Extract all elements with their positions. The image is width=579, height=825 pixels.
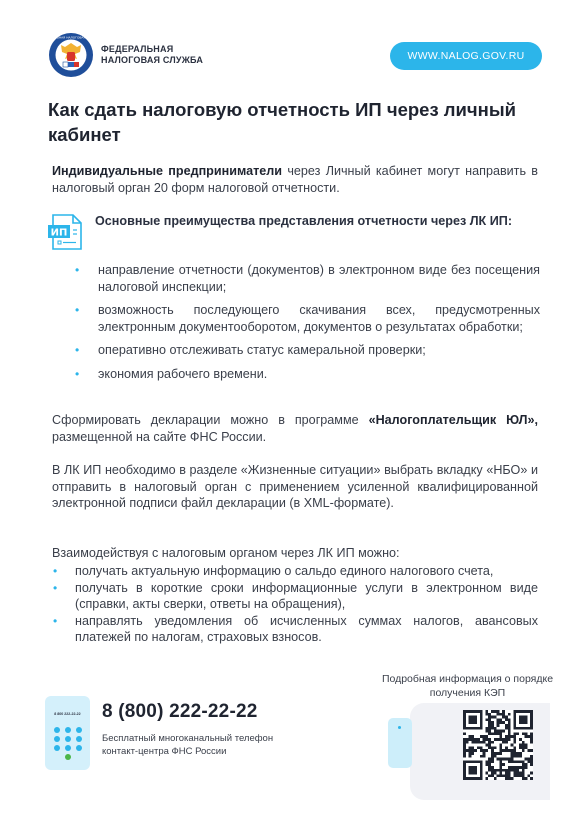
page-title: Как сдать налоговую отчетность ИП через личный кабинет <box>48 99 517 145</box>
intro-bold: Индивидуальные предприниматели <box>52 164 283 178</box>
fns-emblem-logo <box>41 32 101 78</box>
site-link-button[interactable]: WWW.NALOG.GOV.RU <box>390 42 542 70</box>
list-item: • получать актуальную информацию о сальдо единого налогового счета, <box>52 563 538 580</box>
qr-code[interactable] <box>463 710 533 780</box>
program-text-before: Сформировать декларации можно в программе <box>52 413 369 427</box>
hotline-description: Бесплатный многоканальный телефон контакт-центра ФНС России <box>102 733 274 757</box>
list-item: • направлять уведомления об исчисленных суммах налогов, авансовых платежей по налогам, страховых взносов. <box>52 613 538 646</box>
intro-rest: через Личный кабинет могут направить в налоговый орган 20 форм налоговой отчетности. <box>52 164 538 195</box>
hotline-number[interactable]: 8 (800) 222-22-22 <box>102 701 258 722</box>
list-item: • оперативно отслеживать статус камеральной проверки; <box>72 342 540 359</box>
advantages-title: Основные преимущества представления отчетности через ЛК ИП: <box>95 214 513 228</box>
instructions-paragraph: В ЛК ИП необходимо в разделе «Жизненные ситуации» выбрать вкладку «НБО» и отправить в налоговый орган с применением усиленной квалифицированной электронной подписи файл декларации (в XML-формате). <box>52 463 538 510</box>
program-text-after: размещенной на сайте ФНС России. <box>52 429 267 444</box>
ip-document-icon <box>47 212 87 252</box>
svg-text:ФЕДЕРАЛЬНАЯ НАЛОГОВАЯ СЛУЖБА: ФЕДЕРАЛЬНАЯ НАЛОГОВАЯ СЛУЖБА <box>41 35 101 40</box>
list-item: • возможность последующего скачивания всех, предусмотренных электронным документооборотом, документов о результатах обработки; <box>72 302 540 335</box>
list-item: • направление отчетности (документов) в электронном виде без посещения налоговой инспекции; <box>72 262 540 295</box>
brand-line-1: ФЕДЕРАЛЬНАЯ <box>101 44 174 54</box>
interaction-list <box>52 563 538 646</box>
phone-icon <box>388 718 412 768</box>
svg-text:ИП: ИП <box>50 227 68 239</box>
program-paragraph <box>52 412 538 445</box>
advantages-list <box>72 262 540 389</box>
list-item: • получать в короткие сроки информационные услуги в электронном виде (справки, акты сверки, ответы на обращения), <box>52 580 538 613</box>
phone-screen-number: 8 800 222-22-22 <box>54 712 81 716</box>
phone-keypad-icon <box>45 696 90 770</box>
list-item: • экономия рабочего времени. <box>72 366 540 383</box>
qr-hint-text: Подробная информация о порядке получения КЭП <box>381 673 554 699</box>
brand-name <box>101 44 203 66</box>
brand-line-2: НАЛОГОВАЯ СЛУЖБА <box>101 55 204 65</box>
page-header <box>0 0 579 90</box>
interaction-lead: Взаимодействуя с налоговым органом через ЛК ИП можно: <box>52 546 400 560</box>
intro-paragraph <box>52 163 538 196</box>
program-name: «Налогоплательщик ЮЛ», <box>368 413 538 427</box>
